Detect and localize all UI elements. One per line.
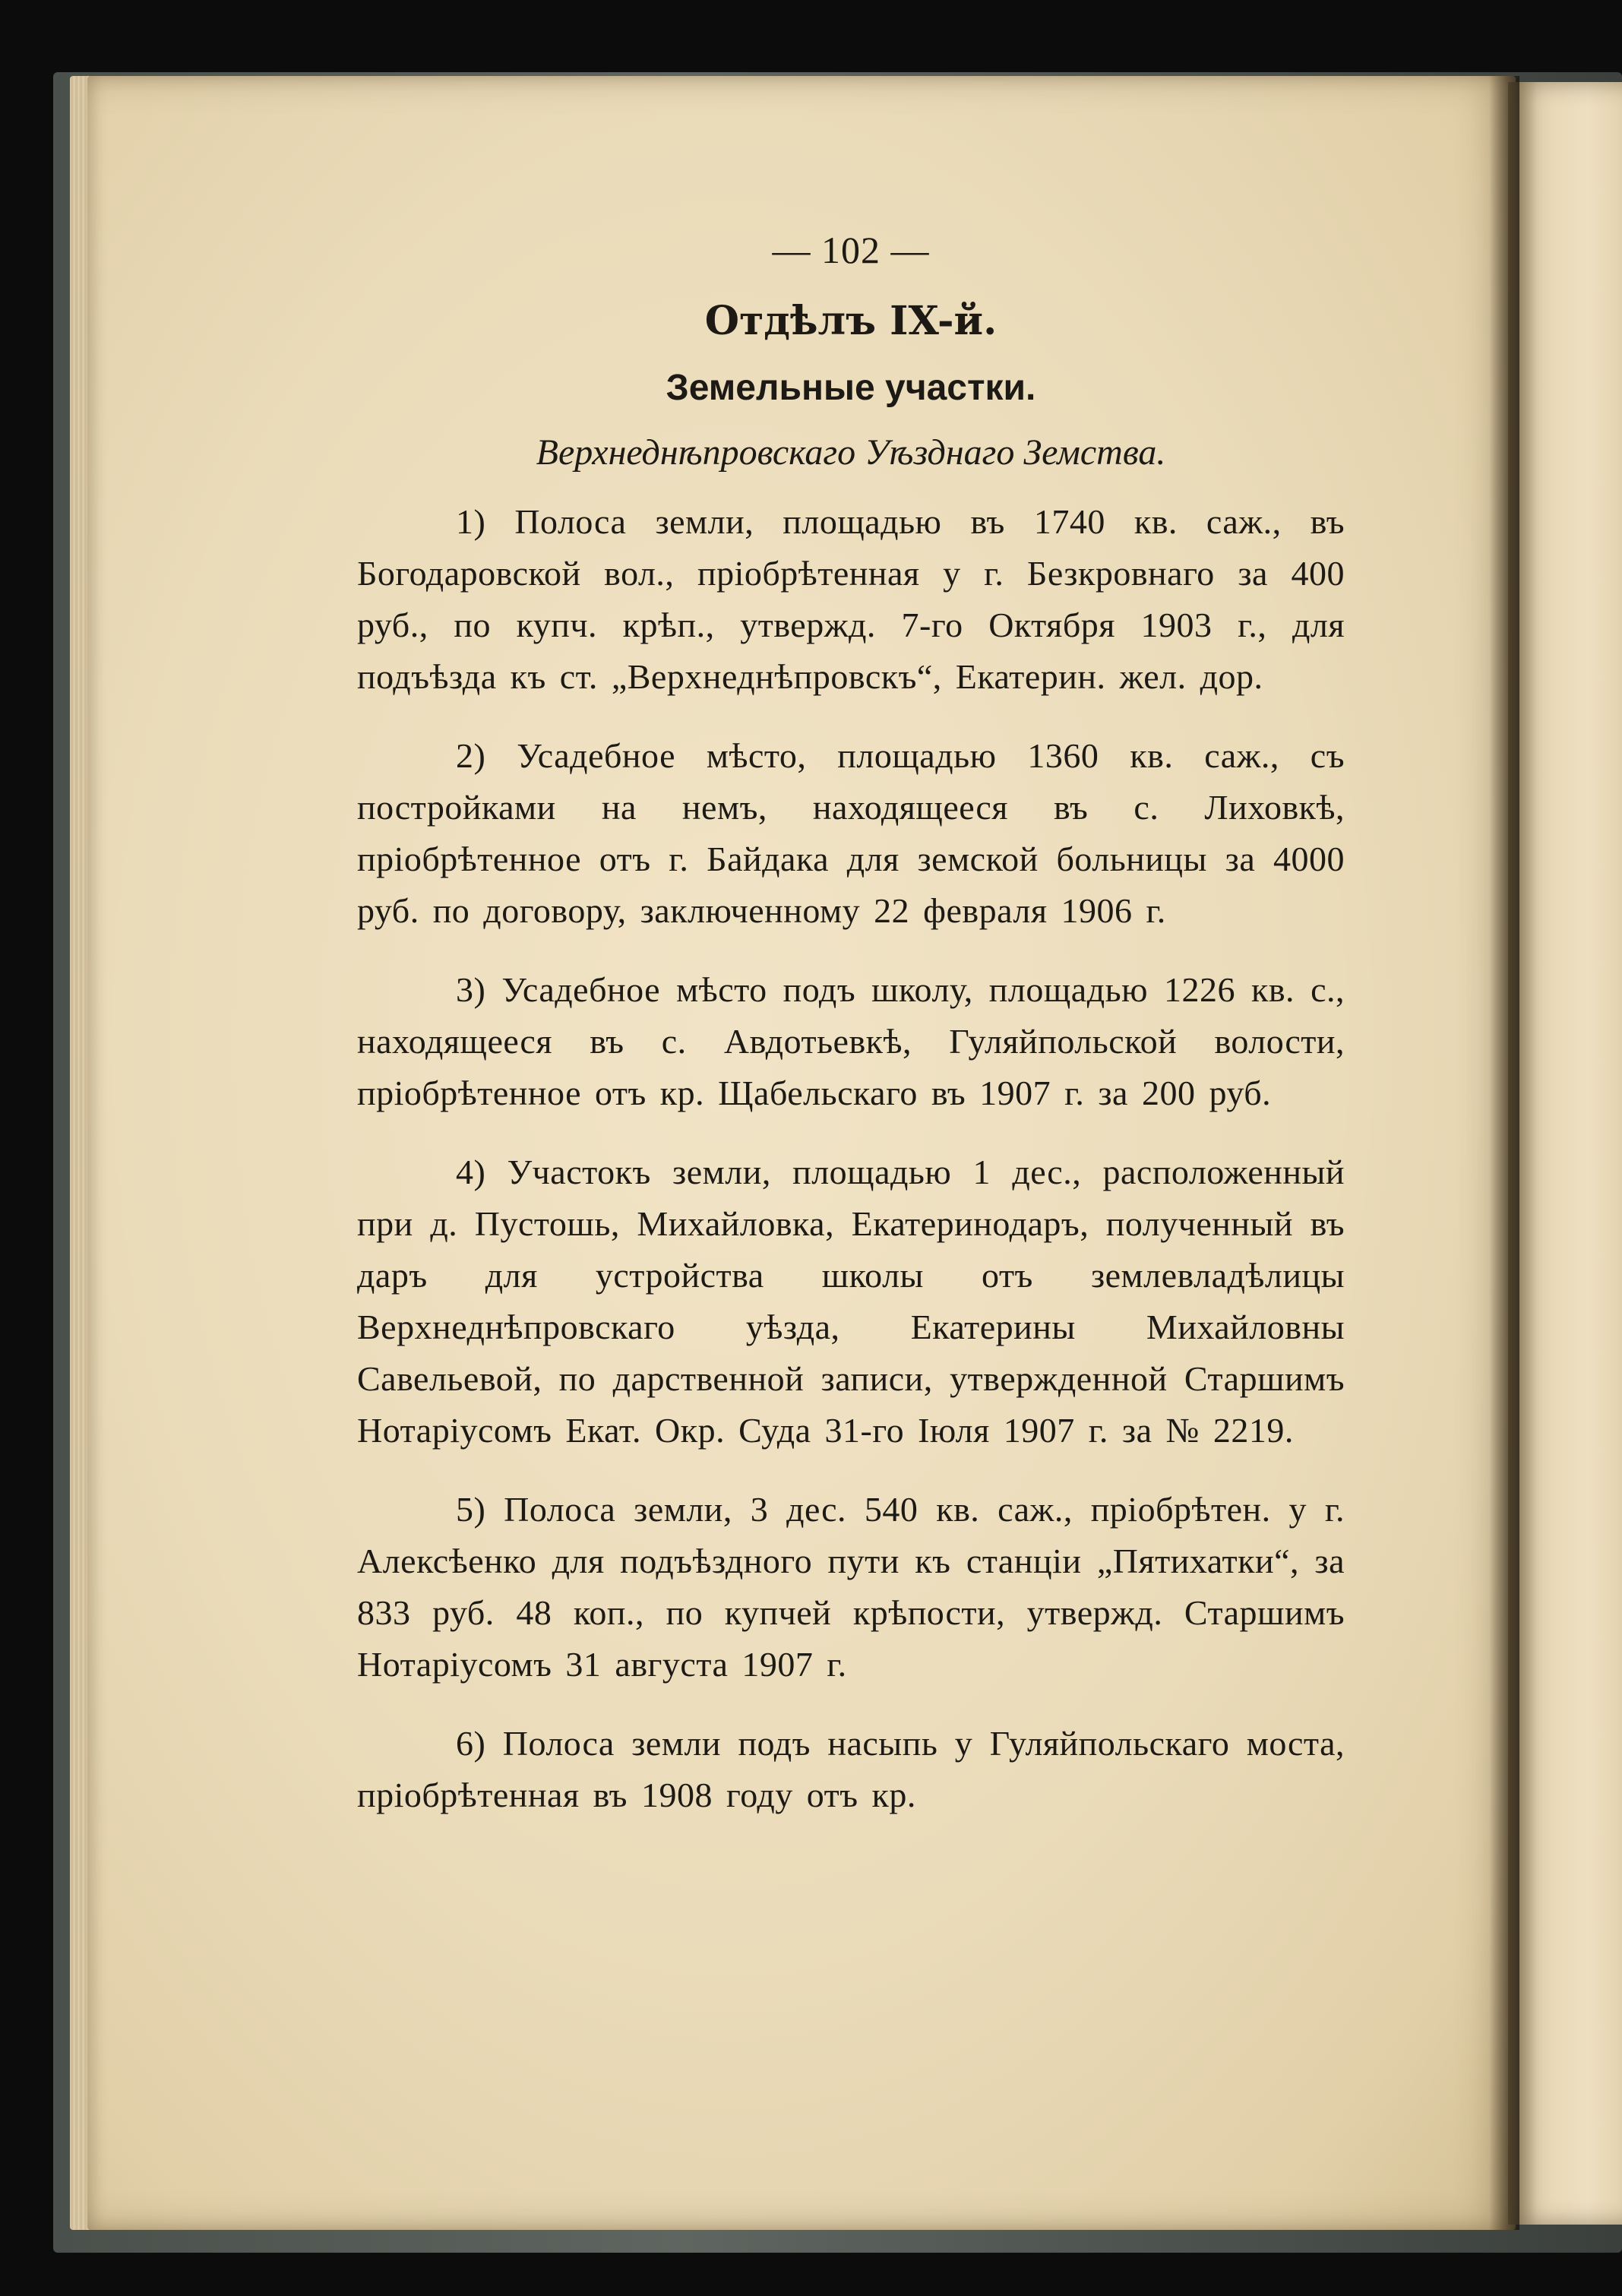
section-title: Отдѣлъ IX-й.	[704, 298, 998, 344]
entry-6: 6) Полоса земли подъ насыпь у Гуляйпольскаго моста, пріобрѣтенная въ 1908 году отъ кр.	[357, 1724, 1345, 1814]
entry-2: 2) Усадебное мѣсто, площадью 1360 кв. саж., съ постройками на немъ, находящееся въ с. Лиховкѣ, пріобрѣтенное отъ г. Байдака для земской больницы за 4000 руб. по договору, заключенному 22 февраля 1906 г.	[357, 736, 1345, 930]
facing-page	[1508, 82, 1622, 2225]
page-number: — 102 —	[772, 229, 930, 271]
entry-3: 3) Усадебное мѣсто подъ школу, площадью 1226 кв. с., находящееся въ с. Авдотьевкѣ, Гуляйпольской волости, пріобрѣтенное отъ кр. Щабельскаго въ 1907 г. за 200 руб.	[357, 970, 1345, 1112]
book-gutter	[1489, 76, 1519, 2230]
entry-4: 4) Участокъ земли, площадью 1 дес., расположенный при д. Пустошь, Михайловка, Екатеринодаръ, полученный въ даръ для устройства школы отъ землевладѣлицы Верхнеднѣпровскаго уѣзда, Екатерины Михайловны Савельевой, по дарственной записи, утвержденной Старшимъ Нотаріусомъ Екат. Окр. Суда 31-го Іюля 1907 г. за № 2219.	[357, 1153, 1345, 1450]
entry-1: 1) Полоса земли, площадью въ 1740 кв. саж., въ Богодаровской вол., пріобрѣтенная у г. Безкровнаго за 400 руб., по купч. крѣп., утвержд. 7-го Октября 1903 г., для подъѣзда къ ст. „Верхнеднѣпровскъ“, Екатерин. жел. дор.	[357, 502, 1345, 696]
institution-heading: Верхнеднѣпровскаго Уѣзднаго Земства.	[536, 432, 1166, 473]
section-subtitle: Земельные участки.	[666, 368, 1036, 408]
page-content	[357, 228, 1345, 1849]
entry-5: 5) Полоса земли, 3 дес. 540 кв. саж., пріобрѣтен. у г. Алексѣенко для подъѣздного пути къ станціи „Пятихатки“, за 833 руб. 48 коп., по купчей крѣпости, утвержд. Старшимъ Нотаріусомъ 31 августа 1907 г.	[357, 1490, 1345, 1684]
